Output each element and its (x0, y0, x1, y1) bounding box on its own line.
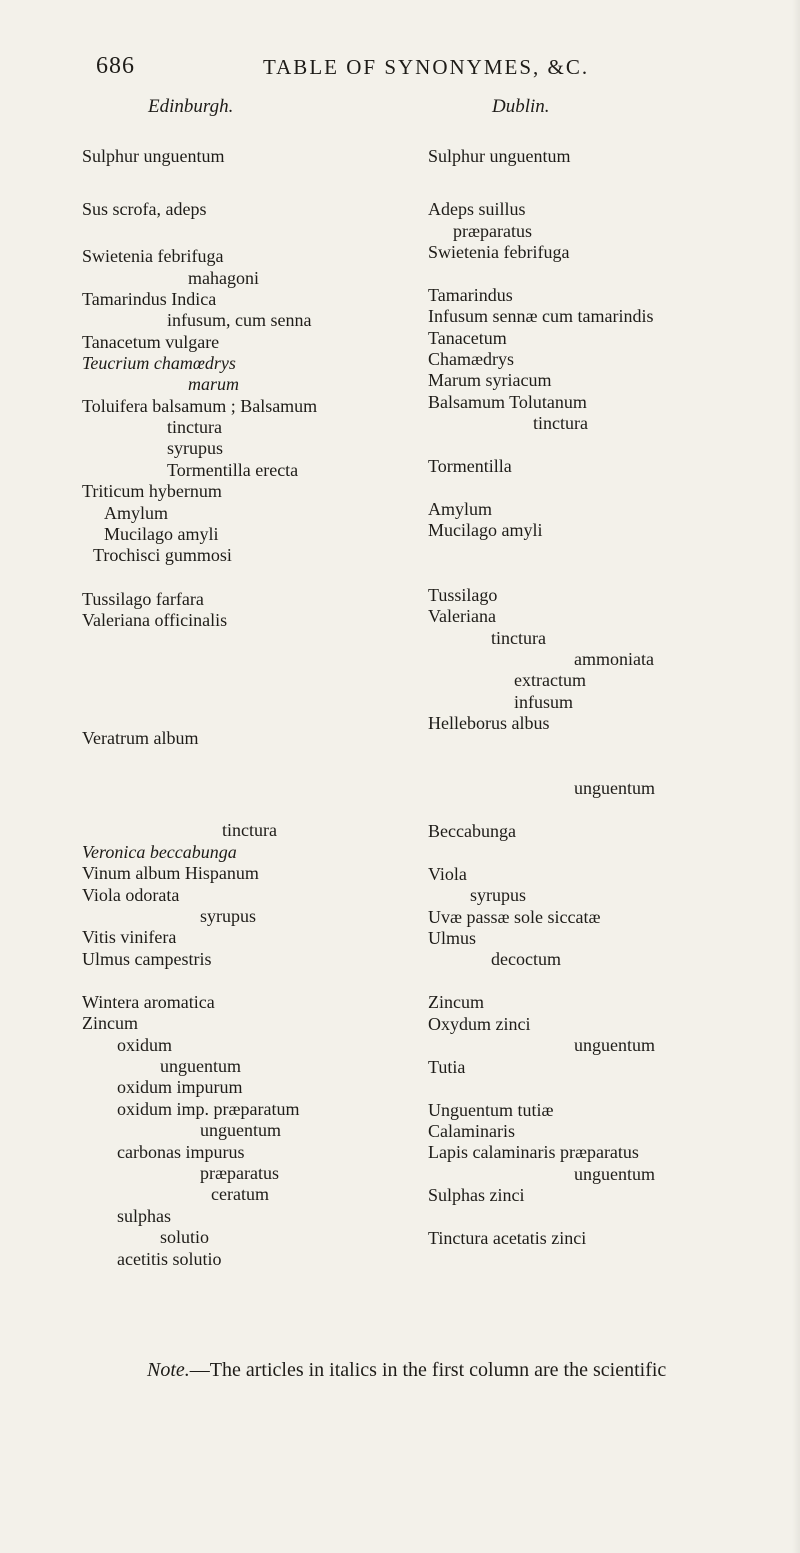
edinburgh-entry: ceratum (211, 1184, 269, 1204)
dublin-entry: Chamædrys (428, 349, 515, 369)
edinburgh-entry: præparatus (200, 1163, 279, 1183)
dublin-entry: Sulphas zinci (428, 1185, 525, 1205)
dublin-entry: unguentum (574, 1035, 655, 1055)
dublin-entry: infusum (514, 692, 574, 712)
column-heading-dublin: Dublin. (492, 96, 550, 117)
edinburgh-entry: Zincum (82, 1013, 138, 1033)
edinburgh-entry: tinctura (167, 417, 222, 437)
dublin-entry: Tanacetum (428, 328, 507, 348)
edinburgh-entry: Triticum hybernum (82, 481, 222, 501)
page-edge-shadow (792, 0, 800, 1553)
edinburgh-entry: mahagoni (188, 268, 259, 288)
edinburgh-entry: Vitis vinifera (82, 927, 177, 947)
edinburgh-entry: unguentum (200, 1120, 281, 1140)
dublin-entry: Infusum sennæ cum tamarindis (428, 306, 654, 326)
edinburgh-entry: unguentum (160, 1056, 241, 1076)
edinburgh-entry: Tanacetum vulgare (82, 332, 220, 352)
edinburgh-entry: syrupus (167, 438, 224, 458)
dublin-entry: Zincum (428, 992, 484, 1012)
page-header (0, 53, 800, 93)
edinburgh-entry: Viola odorata (82, 885, 180, 905)
edinburgh-entry: acetitis solutio (117, 1249, 222, 1269)
dublin-entry: Balsamum Tolutanum (428, 392, 587, 412)
edinburgh-entry: Veratrum album (82, 728, 199, 748)
edinburgh-entry: solutio (160, 1227, 210, 1247)
edinburgh-entry: Sus scrofa, adeps (82, 199, 207, 219)
edinburgh-entry: Toluifera balsamum ; Balsamum (82, 396, 318, 416)
edinburgh-entry: marum (188, 374, 240, 394)
edinburgh-entry: oxidum (117, 1035, 173, 1055)
dublin-entry: Adeps suillus (428, 199, 526, 219)
dublin-entry: extractum (514, 670, 586, 690)
edinburgh-entry: Vinum album Hispanum (82, 863, 259, 883)
edinburgh-entry: oxidum imp. præparatum (117, 1099, 300, 1119)
edinburgh-entry: Amylum (104, 503, 169, 523)
edinburgh-entry: Tussilago farfara (82, 589, 204, 609)
dublin-entry: Tussilago (428, 585, 498, 605)
dublin-entry: Viola (428, 864, 467, 884)
dublin-entry: Mucilago amyli (428, 520, 543, 540)
dublin-entry: tinctura (491, 628, 546, 648)
edinburgh-entry: Sulphur unguentum (82, 146, 225, 166)
dublin-entry: Unguentum tutiæ (428, 1100, 554, 1120)
edinburgh-entry: Wintera aromatica (82, 992, 215, 1012)
dublin-entry: Sulphur unguentum (428, 146, 571, 166)
dublin-entry: Calaminaris (428, 1121, 515, 1141)
dublin-entry: syrupus (470, 885, 527, 905)
dublin-entry: Valeriana (428, 606, 496, 626)
dublin-entry: decoctum (491, 949, 561, 969)
edinburgh-entry: carbonas impurus (117, 1142, 245, 1162)
dublin-entry: ammoniata (574, 649, 654, 669)
dublin-entry: unguentum (574, 778, 655, 798)
page-number: 686 (96, 53, 135, 79)
edinburgh-entry: Tormentilla erecta (167, 460, 299, 480)
dublin-entry: tinctura (533, 413, 588, 433)
footnote-lead: Note. (147, 1359, 190, 1381)
edinburgh-entry: Teucrium chamœdrys (82, 353, 236, 373)
edinburgh-entry: Swietenia febrifuga (82, 246, 224, 266)
edinburgh-entry: Tamarindus Indica (82, 289, 217, 309)
dublin-entry: Lapis calaminaris præparatus (428, 1142, 639, 1162)
dublin-entry: Beccabunga (428, 821, 516, 841)
dublin-entry: Oxydum zinci (428, 1014, 531, 1034)
dublin-entry: Amylum (428, 499, 493, 519)
column-heading-edinburgh: Edinburgh. (148, 96, 234, 117)
dublin-entry: Marum syriacum (428, 370, 552, 390)
running-title: TABLE OF SYNONYMES, &C. (263, 55, 590, 79)
edinburgh-entry: Ulmus campestris (82, 949, 212, 969)
edinburgh-entry: Mucilago amyli (104, 524, 219, 544)
edinburgh-entry: syrupus (200, 906, 257, 926)
dublin-entry: Ulmus (428, 928, 477, 948)
edinburgh-entry: Veronica beccabunga (82, 842, 237, 862)
edinburgh-entry: sulphas (117, 1206, 171, 1226)
edinburgh-entry: oxidum impurum (117, 1077, 243, 1097)
dublin-entry: præparatus (453, 221, 532, 241)
footnote-text: —The articles in italics in the first column are the scientific (189, 1359, 667, 1381)
dublin-entry: unguentum (574, 1164, 655, 1184)
dublin-entry: Tormentilla (428, 456, 512, 476)
dublin-entry: Uvæ passæ sole siccatæ (428, 907, 601, 927)
dublin-entry: Swietenia febrifuga (428, 242, 570, 262)
dublin-entry: Helleborus albus (428, 713, 550, 733)
edinburgh-entry: infusum, cum senna (167, 310, 312, 330)
footnote (147, 1359, 666, 1382)
edinburgh-entry: Trochisci gummosi (93, 545, 232, 565)
dublin-entry: Tutia (428, 1057, 466, 1077)
edinburgh-entry: tinctura (222, 820, 277, 840)
dublin-entry: Tamarindus (428, 285, 513, 305)
edinburgh-entry: Valeriana officinalis (82, 610, 228, 630)
dublin-entry: Tinctura acetatis zinci (428, 1228, 587, 1248)
